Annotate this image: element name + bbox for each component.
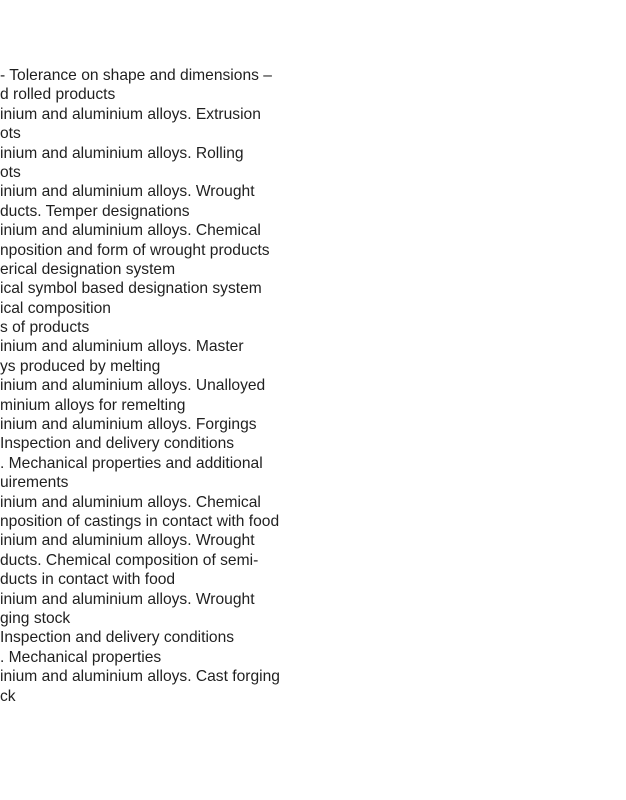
text-line: ducts. Chemical composition of semi- xyxy=(0,551,259,569)
text-line: . Mechanical properties and additional xyxy=(0,454,263,472)
text-line: d rolled products xyxy=(0,86,116,104)
text-line: inium and aluminium alloys. Master xyxy=(0,338,244,356)
text-line: Inspection and delivery conditions xyxy=(0,435,235,453)
text-line: ots xyxy=(0,163,21,181)
text-line: inium and aluminium alloys. Wrought xyxy=(0,532,255,550)
text-line: ducts. Temper designations xyxy=(0,202,190,220)
text-line: . Mechanical properties xyxy=(0,648,162,666)
text-line: erical designation system xyxy=(0,260,176,278)
text-line: inium and aluminium alloys. Wrought xyxy=(0,590,255,608)
text-line: ys produced by melting xyxy=(0,357,161,375)
text-line: inium and aluminium alloys. Extrusion xyxy=(0,105,261,123)
text-line: inium and aluminium alloys. Cast forging xyxy=(0,668,280,686)
text-line: inium and aluminium alloys. Chemical xyxy=(0,493,261,511)
text-line: inium and aluminium alloys. Rolling xyxy=(0,144,244,162)
text-line: ots xyxy=(0,125,21,143)
text-line: - Tolerance on shape and dimensions – xyxy=(0,67,272,84)
text-line: inium and aluminium alloys. Wrought xyxy=(0,183,255,201)
text-line: s of products xyxy=(0,319,90,337)
text-line: nposition of castings in contact with food xyxy=(0,512,280,530)
standards-reference-list xyxy=(0,66,420,706)
text-line: ducts in contact with food xyxy=(0,571,176,589)
text-line: ical composition xyxy=(0,299,111,317)
text-line: ging stock xyxy=(0,609,71,627)
text-line: inium and aluminium alloys. Forgings xyxy=(0,416,257,434)
text-line: inium and aluminium alloys. Unalloyed xyxy=(0,377,266,395)
text-line: Inspection and delivery conditions xyxy=(0,629,235,647)
text-line: inium and aluminium alloys. Chemical xyxy=(0,222,261,240)
text-line: minium alloys for remelting xyxy=(0,396,186,414)
text-line: ck xyxy=(0,687,16,705)
text-line: nposition and form of wrought products xyxy=(0,241,270,259)
text-line: ical symbol based designation system xyxy=(0,280,262,298)
text-line: uirements xyxy=(0,474,69,492)
